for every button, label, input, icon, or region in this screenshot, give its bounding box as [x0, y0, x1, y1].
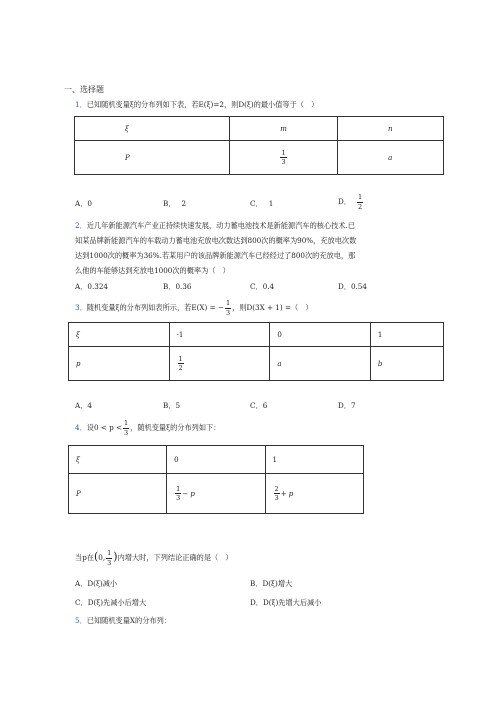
q4-option-a: A．D(ξ)减小: [75, 579, 118, 588]
q4-option-b: B．D(ξ)增大: [250, 579, 293, 588]
q4-table-header-1: 1: [265, 446, 363, 474]
question-1-number: 1．: [75, 100, 87, 109]
question-2-line-1: 近几年新能源汽车产业正持续快速发展，动力蓄电池技术是新能源汽车的核心技术.已: [86, 221, 355, 230]
q3-table-header-0: 0: [270, 323, 371, 347]
question-3-text-a: 随机变量ξ的分布列如表所示，若E(X) = −: [86, 303, 224, 312]
question-3-fraction: $\frac{1}{3}$: [225, 299, 231, 317]
q3-option-b: B．5: [163, 401, 181, 410]
q4-table-header-xi: ξ: [69, 446, 167, 474]
question-2-line-4: 么他的车能够达到充放电1000次的概率为（ ）: [75, 266, 230, 275]
q3-table-header-1: 1: [370, 323, 443, 347]
question-4-text-a: 设0 < p <: [86, 423, 123, 432]
question-2-number: 2．: [75, 221, 87, 230]
q2-option-d: D．0.54: [338, 282, 367, 291]
question-5: [75, 617, 171, 624]
q3-table-p-label: p: [69, 347, 170, 381]
question-1-table: [74, 116, 444, 175]
q4-table-p-cell-1: $\frac{2}{3}$ + p: [265, 474, 363, 514]
q3-table-p-half: $\frac{1}{2}$: [169, 347, 270, 381]
q1-table-p-a: a: [337, 141, 443, 175]
q1-table-header-m: m: [230, 117, 337, 141]
question-5-number: 5．: [75, 616, 87, 625]
question-4-interval-text: 当p在(0, $\frac{1}{3}$ )内增大时，下列结论正确的是（ ）: [75, 549, 233, 567]
question-4-text-b: ，随机变量ξ的分布列如下：: [130, 423, 221, 432]
question-3: [75, 300, 313, 316]
q1-option-c: C． 1: [250, 199, 274, 208]
question-1: [75, 101, 318, 108]
q2-option-c: C．0.4: [250, 282, 275, 291]
question-3-number: 3．: [75, 303, 87, 312]
question-2-line-2: 知某品牌新能源汽车的车载动力蓄电池充放电次数达到800次的概率为90%，充放电次数: [75, 236, 357, 245]
q1-table-header-n: n: [337, 117, 443, 141]
q4-option-c: C．D(ξ)先减小后增大: [75, 598, 147, 607]
q4-option-d: D．D(ξ)先增大后减小: [250, 598, 322, 607]
question-1-text: 已知随机变量ξ的分布列如下表，若E(ξ)=2，则D(ξ)的最小值等于（ ）: [86, 100, 319, 109]
q4-table-p-label: P: [69, 474, 167, 514]
q3-table-p-b: b: [370, 347, 443, 381]
q1-option-b: B． 2: [163, 199, 187, 208]
question-3-table: [68, 322, 444, 381]
q3-option-a: A．4: [75, 401, 92, 410]
question-3-text-b: ，则D(3X + 1) =（ ）: [232, 303, 313, 312]
q1-table-p-label: P: [75, 141, 230, 175]
q3-table-p-a: a: [270, 347, 371, 381]
question-4-fraction: $\frac{1}{3}$: [124, 419, 129, 437]
question-4-number: 4．: [75, 423, 87, 432]
q1-option-a: A．0: [75, 199, 92, 208]
question-2-line-3: 达到1000次的概率为36%.若某用户的该品牌新能源汽车已经经过了800次的充放电，那: [75, 251, 356, 260]
q4-table-p-cell-0: $\frac{1}{3}$ − p: [167, 474, 265, 514]
q2-option-b: B．0.36: [163, 282, 192, 291]
question-2: [75, 222, 355, 229]
question-4: [75, 420, 220, 436]
section-title: 一、选择题: [64, 85, 104, 94]
question-5-text: 已知随机变量X的分布列：: [86, 616, 171, 625]
question-4-table: [68, 445, 364, 514]
q1-table-header-xi: ξ: [75, 117, 230, 141]
q4-table-header-0: 0: [167, 446, 265, 474]
q3-table-header-neg1: -1: [169, 323, 270, 347]
q3-table-header-xi: ξ: [69, 323, 170, 347]
q2-option-a: A．0.324: [75, 282, 108, 291]
q3-option-c: C．6: [250, 401, 268, 410]
q1-table-p-m: $\frac{1}{3}$: [230, 141, 337, 175]
q1-option-d: D． $\frac{1}{2}$: [338, 193, 363, 211]
q3-option-d: D．7: [338, 401, 356, 410]
